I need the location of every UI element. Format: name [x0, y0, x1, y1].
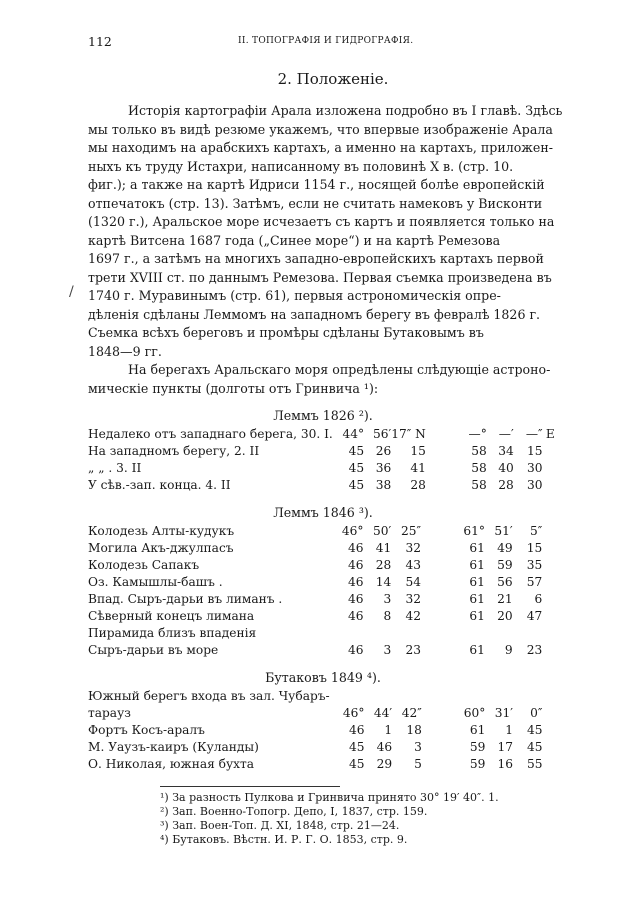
table-title: Леммъ 1846 ³). [273, 505, 373, 520]
cell-lon-d: 61 [469, 541, 485, 555]
cell-dir [543, 478, 558, 495]
text-line: фиг.); а также на картѣ Идриси 1154 г., носящей болѣе европейскій [88, 177, 545, 192]
cell-lon-m: 59 [497, 558, 513, 572]
column-gap [421, 575, 458, 592]
cell-lat-m: 41 [375, 541, 392, 555]
cell-lon-s: —″ [525, 427, 543, 441]
cell-lat-s: 3 [414, 740, 422, 754]
cell-lon-d: 61 [469, 609, 485, 623]
margin-mark: / [69, 284, 74, 300]
column-gap [421, 558, 458, 575]
cell-lat-d [338, 689, 365, 706]
cell-lat-s: 15 [410, 444, 426, 458]
cell-name: Южный берегъ входа въ зал. Чубаръ- [88, 689, 330, 703]
text-line: Съемка всѣхъ береговъ и промѣры сдѣланы Бутаковымъ въ [88, 325, 484, 340]
cell-lon-m: 51′ [494, 524, 513, 538]
cell-name: Сѣверный конецъ лимана [88, 609, 255, 623]
column-gap [422, 740, 459, 757]
cell-dir [542, 558, 558, 575]
cell-lat-s: 41 [410, 461, 426, 475]
footnote-rule [160, 786, 340, 787]
coordinates-table [88, 689, 558, 774]
cell-lon-m: —′ [498, 427, 514, 441]
cell-lat-s: 28 [410, 478, 426, 492]
cell-lat-m: 38 [375, 478, 392, 492]
cell-lat-d: 45 [349, 757, 365, 771]
table-row [88, 609, 558, 626]
cell-dir [542, 689, 558, 706]
table-row [88, 689, 558, 706]
cell-lon-m: 28 [498, 478, 514, 492]
cell-lon-m: 20 [497, 609, 513, 623]
cell-lat-d: 45 [348, 461, 365, 475]
text-line: картѣ Витсена 1687 года („Синее море“) и на картѣ Ремезова [88, 232, 501, 248]
paragraph-history [88, 102, 563, 361]
table-title: Леммъ 1826 ²). [273, 408, 373, 423]
cell-name: Сыръ-дарьи въ море [88, 643, 219, 657]
page-header [88, 34, 558, 52]
cell-lat-m: 28 [375, 558, 392, 572]
cell-lon-s: 6 [534, 592, 543, 606]
cell-lon-d: 59 [469, 740, 486, 754]
column-gap [421, 524, 458, 541]
cell-lon-d: 58 [471, 461, 487, 475]
cell-lon-d: 58 [471, 444, 487, 458]
cell-name: Недалеко отъ западнаго берега, 30. I. [88, 427, 333, 441]
cell-dir [542, 740, 558, 757]
cell-lat-m [364, 626, 392, 643]
cell-lon-s: 45 [526, 723, 543, 737]
column-gap [421, 609, 458, 626]
cell-dir [542, 643, 558, 660]
cell-lon-d: 60° [463, 706, 486, 720]
cell-lon-d: 61 [469, 592, 485, 606]
cell-lat-s: 32 [405, 592, 421, 606]
table-row [88, 706, 558, 723]
cell-lon-s [513, 626, 543, 643]
cell-lat-m: 14 [375, 575, 392, 589]
cell-lon-d: 61 [469, 643, 485, 657]
table-row [88, 592, 558, 609]
cell-lon-s: 15 [527, 444, 543, 458]
cell-lon-d: 61 [469, 723, 486, 737]
table-row [88, 626, 558, 643]
table-row [88, 575, 558, 592]
table-title: Бутаковъ 1849 ⁴). [265, 670, 381, 685]
section-title: 2. Положеніе. [277, 70, 389, 88]
text-line: трети XVIII ст. по даннымъ Ремезова. Первая съемка произведена въ [88, 269, 552, 285]
cell-lat-d: 46 [347, 643, 364, 657]
cell-lat-d: 46 [347, 592, 364, 606]
cell-lat-m: 1 [384, 723, 393, 737]
cell-lon-d: 61° [463, 524, 485, 538]
cell-lon-m: 1 [505, 723, 513, 737]
cell-lon-m: 40 [498, 461, 514, 475]
cell-dir [542, 575, 558, 592]
cell-dir: E [545, 427, 555, 441]
text-line: мы находимъ на арабскихъ картахъ, а именно на картахъ, приложен- [88, 140, 553, 155]
cell-name: Пирамида близъ впаденія [88, 626, 257, 640]
cell-name: На западномъ берегу, 2. II [88, 444, 260, 458]
cell-lon-d: 59 [469, 757, 486, 771]
cell-lon-s: 57 [526, 575, 543, 589]
footnote: ²) Зап. Военно-Топогр. Депо, I, 1837, стр. 159. [160, 805, 428, 818]
cell-lat-s [391, 626, 421, 643]
table-row [88, 427, 558, 444]
cell-lon-s: 47 [526, 609, 543, 623]
table-row [88, 478, 558, 495]
cell-lon-d [459, 689, 486, 706]
cell-dir [542, 626, 558, 643]
cell-lat-d: 45 [349, 740, 365, 754]
cell-lat-d: 46 [349, 723, 365, 737]
cell-lon-m: 17 [497, 740, 513, 754]
table-row [88, 444, 558, 461]
column-gap [426, 478, 461, 495]
column-gap [421, 626, 458, 643]
cell-name: Колодезь Сапакъ [88, 558, 200, 572]
cell-dir [542, 524, 558, 541]
cell-lat-d: 45 [348, 444, 365, 458]
cell-dir [542, 723, 558, 740]
cell-lon-d: —° [468, 427, 487, 441]
cell-lat-d: 46 [347, 541, 364, 555]
cell-lat-s: 32 [405, 541, 421, 555]
column-gap [422, 757, 459, 774]
cell-dir [543, 461, 558, 478]
column-gap [422, 723, 459, 740]
cell-lon-s: 30 [527, 478, 543, 492]
cell-lon-m: 31′ [494, 706, 513, 720]
table-row [88, 740, 558, 757]
cell-lat-m: 3 [383, 643, 392, 657]
cell-lon-m: 9 [504, 643, 513, 657]
footnote: ⁴) Бутаковъ. Вѣстн. И. Р. Г. О. 1853, стр. 9. [160, 833, 408, 846]
cell-lon-m: 56 [497, 575, 513, 589]
cell-lat-s: 42″ [401, 706, 422, 720]
document-page [88, 34, 563, 847]
cell-lon-m [485, 689, 513, 706]
cell-dir [542, 706, 558, 723]
cell-name: Колодезь Алты-кудукъ [88, 524, 235, 538]
cell-lat-d: 46° [342, 706, 365, 720]
page-number: 112 [88, 34, 112, 49]
cell-name: Впад. Сыръ-дарьи въ лиманъ . [88, 592, 283, 606]
cell-lat-m: 3 [383, 592, 392, 606]
text-line: 1848—9 гг. [88, 343, 162, 359]
footnote: ³) Зап. Воен-Топ. Д. XI, 1848, стр. 21—24. [160, 819, 400, 832]
cell-lat-d: 44° [342, 427, 365, 441]
text-line: 1697 г., а затѣмъ на многихъ западно-европейскихъ картахъ первой [88, 251, 544, 266]
observation-tables [88, 408, 558, 774]
cell-lat-m: 46 [376, 740, 393, 754]
cell-dir [543, 444, 558, 461]
cell-name: „ „ . 3. II [88, 461, 142, 475]
cell-lat-m: 8 [383, 609, 392, 623]
table-row [88, 757, 558, 774]
cell-lon-m: 21 [497, 592, 513, 606]
cell-lat-s: 17″ N [391, 427, 426, 441]
cell-lat-s: 5 [414, 757, 422, 771]
cell-dir [542, 592, 558, 609]
cell-lat-s: 43 [405, 558, 421, 572]
cell-lat-d [337, 626, 364, 643]
text-line: (1320 г.), Аральское море исчезаетъ съ картъ и появляется только на [88, 214, 555, 229]
cell-lat-d: 46 [347, 558, 364, 572]
cell-lat-s: 18 [406, 723, 422, 737]
text-line: Исторія картографіи Арала изложена подробно въ I главѣ. Здѣсь [128, 103, 563, 118]
column-gap [426, 427, 461, 444]
text-line: мическіе пункты (долготы отъ Гринвича ¹): [88, 380, 379, 396]
text-line: дѣленія сдѣланы Леммомъ на западномъ берегу въ февралѣ 1826 г. [88, 306, 541, 322]
cell-lon-s: 23 [526, 643, 543, 657]
text-line: отпечатокъ (стр. 13). Затѣмъ, если не считать намековъ у Висконти [88, 195, 543, 211]
cell-lat-s: 25″ [400, 524, 421, 538]
cell-dir [542, 757, 558, 774]
coordinates-table [88, 427, 558, 495]
cell-lon-s: 30 [527, 461, 543, 475]
cell-name: тарауз [88, 706, 131, 720]
column-gap [421, 592, 458, 609]
cell-lat-s: 23 [405, 643, 421, 657]
footnotes [160, 786, 558, 847]
cell-lon-m: 49 [497, 541, 513, 555]
table-row [88, 643, 558, 660]
cell-dir [542, 541, 558, 558]
coordinates-table [88, 524, 558, 660]
footnote: ¹) За разность Пулкова и Гринвича принято 30° 19′ 40″. 1. [160, 791, 499, 804]
cell-lat-s: 42 [405, 609, 421, 623]
table-row [88, 461, 558, 478]
cell-name: О. Николая, южная бухта [88, 757, 255, 771]
cell-lat-m: 36 [375, 461, 392, 475]
cell-name: Фортъ Косъ-аралъ [88, 723, 205, 737]
cell-lat-d: 46 [347, 609, 364, 623]
cell-lon-m: 16 [497, 757, 513, 771]
cell-lon-d: 61 [469, 575, 485, 589]
running-title: II. ТОПОГРАФІЯ И ГИДРОГРАФІЯ. [238, 36, 414, 46]
column-gap [421, 541, 458, 558]
cell-lon-s: 35 [526, 558, 543, 572]
cell-lat-s: 54 [405, 575, 421, 589]
table-row [88, 558, 558, 575]
cell-name: У сѣв.-зап. конца. 4. II [88, 478, 231, 492]
cell-lon-d: 61 [469, 558, 485, 572]
column-gap [422, 689, 459, 706]
cell-lat-d: 45 [348, 478, 365, 492]
cell-lat-m [365, 689, 393, 706]
column-gap [426, 461, 461, 478]
cell-lat-m: 26 [375, 444, 392, 458]
cell-lon-m: 34 [498, 444, 514, 458]
column-gap [422, 706, 459, 723]
cell-lon-d: 58 [471, 478, 487, 492]
cell-lat-m: 56′ [372, 427, 392, 441]
cell-lat-d: 46 [347, 575, 364, 589]
cell-name: М. Уаузъ-каиръ (Куланды) [88, 740, 259, 754]
cell-lon-s: 5″ [530, 524, 543, 538]
column-gap [426, 444, 461, 461]
cell-lon-s: 45 [526, 740, 543, 754]
cell-lon-m [485, 626, 513, 643]
table-row [88, 541, 558, 558]
paragraph-points [88, 361, 558, 398]
cell-lon-s: 15 [526, 541, 543, 555]
cell-lon-s: 0″ [530, 706, 543, 720]
cell-lat-s [392, 689, 422, 706]
cell-lon-s: 55 [526, 757, 543, 771]
text-line: мы только въ видѣ резюме укажемъ, что впервые изображеніе Арала [88, 121, 553, 137]
cell-name: Оз. Камышлы-башъ . [88, 575, 223, 589]
text-line: 1740 г. Муравинымъ (стр. 61), первыя астрономическія опре- [88, 288, 501, 303]
text-line: ныхъ къ труду Истахри, написанному въ половинѣ X в. (стр. 10. [88, 158, 514, 174]
cell-lon-s [513, 689, 543, 706]
cell-lat-m: 50′ [372, 524, 392, 538]
cell-lat-d: 46° [341, 524, 364, 538]
table-row [88, 723, 558, 740]
cell-lon-d [458, 626, 485, 643]
table-row [88, 524, 558, 541]
cell-lat-m: 44′ [373, 706, 393, 720]
cell-lat-m: 29 [376, 757, 393, 771]
cell-dir [542, 609, 558, 626]
column-gap [421, 643, 458, 660]
cell-name: Могила Акъ-джулпасъ [88, 541, 234, 555]
text-line: На берегахъ Аральскаго моря опредѣлены слѣдующіе астроно- [128, 362, 551, 377]
